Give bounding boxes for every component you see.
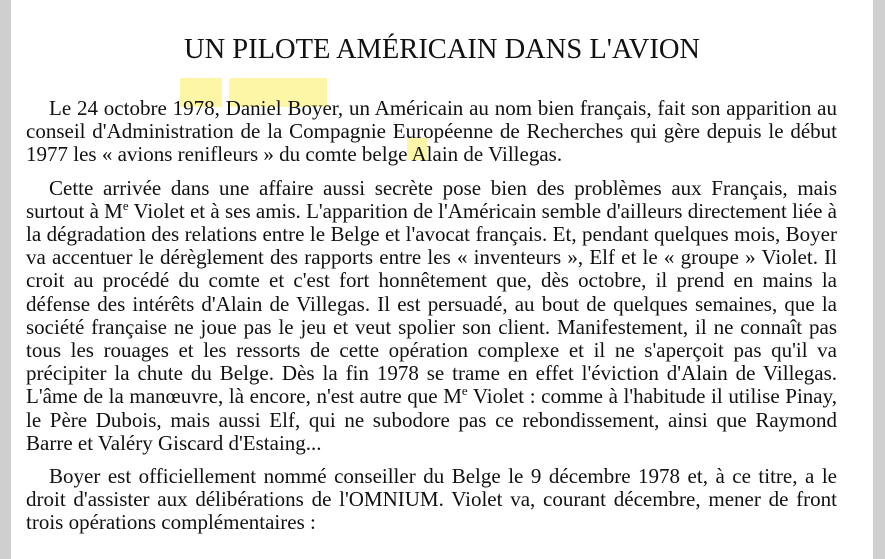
paragraph-text: Violet et à ses amis. L'apparition de l'Américain semble d'ailleurs directement liée à la dégradation des relations entre le Belge et l'avocat français. Et, pendant quelques mois, Boyer va accentuer le dérèglement des rapports entre les « inventeurs », Elf et le « groupe » Violet. Il croit au procédé du comte et c'est fort honnêtement que, dès octobre, il prend en mains la défense des intérêts d'Alain de Villegas. Il est persuadé, au bout de quelques semaines, que la société française ne joue pas le jeu et veut spolier son client. Manifestement, il ne connaît pas tous les rouages et les ressorts de cette opération complexe et il ne s'aperçoit pas qu'il va précipiter la chute du Belge. Dès la fin 1978 se trame en effet l'éviction d'Alain de Villegas. L'âme de la manœuvre, là encore, n'est autre que M	[26, 198, 837, 409]
paragraph-text: Violet : comme à l'habitude il utilise Pinay, le Père Dubois, mais aussi Elf, qui ne subodore pas ce rebondissement, ainsi que Raymond Barre et Valéry Giscard d'Estaing...	[26, 384, 837, 455]
paragraph	[26, 177, 837, 455]
superscript: e	[122, 197, 129, 213]
document-page	[11, 0, 873, 559]
paragraph: Boyer est officiellement nommé conseiller du Belge le 9 décembre 1978 et, à ce titre, a le droit d'assister aux délibérations de l'OMNIUM. Violet va, courant décembre, mener de front trois opérations complémentaires :	[26, 464, 837, 535]
paragraph: Le 24 octobre 1978, Daniel Boyer, un Américain au nom bien français, fait son apparition au conseil d'Administration de la Compagnie Européenne de Recherches qui gère depuis le début 1977 les « avions renifleurs » du comte belge Alain de Villegas.	[26, 96, 837, 167]
paragraph-text: Cette arrivée dans une affaire aussi secrète pose bien des problèmes aux Français, mais surtout à M	[26, 175, 837, 223]
superscript: e	[461, 383, 468, 399]
page-title: UN PILOTE AMÉRICAIN DANS L'AVION	[183, 34, 701, 65]
body-text	[26, 97, 837, 545]
